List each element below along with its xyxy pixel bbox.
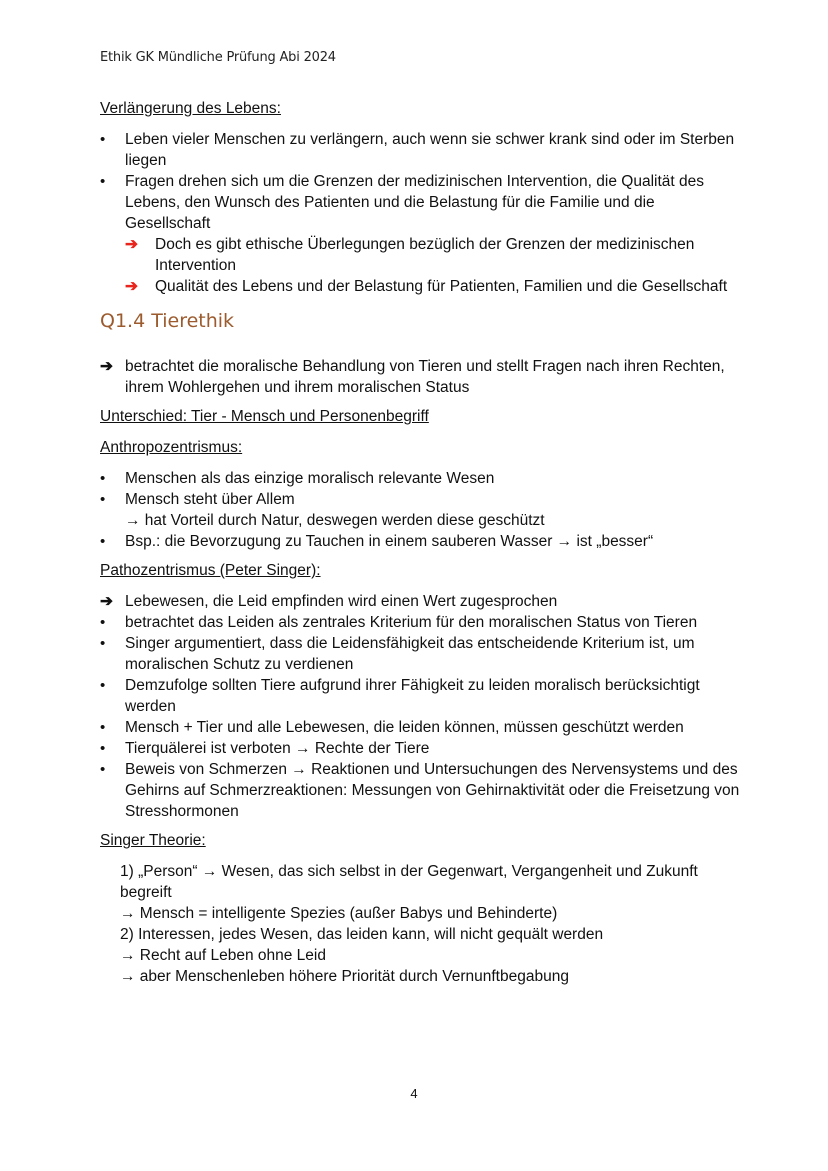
list-item: • Mensch + Tier und alle Lebewesen, die leiden können, müssen geschützt werden <box>100 717 740 738</box>
subheading-unterschied: Unterschied: Tier - Mensch und Personenbegriff <box>100 408 429 425</box>
subheading-pathozentrismus: Pathozentrismus (Peter Singer): <box>100 562 321 579</box>
bullet-icon <box>100 633 120 654</box>
bullet-icon <box>100 531 120 552</box>
list-item: • betrachtet das Leiden als zentrales Kriterium für den moralischen Status von Tieren <box>100 612 740 633</box>
list-item: • Bsp.: die Bevorzugung zu Tauchen in einem sauberen Wasser → ist „besser“ <box>100 531 740 552</box>
theory-line: → aber Menschenleben höhere Priorität durch Vernunftbegabung <box>120 968 569 985</box>
pathozentrismus-list <box>100 591 740 822</box>
bullet-icon <box>100 489 120 510</box>
document-body <box>100 98 740 987</box>
red-arrow-icon: ➔ <box>125 278 138 295</box>
subheading-anthropozentrismus: Anthropozentrismus: <box>100 439 243 456</box>
page-header: Ethik GK Mündliche Prüfung Abi 2024 <box>100 50 336 65</box>
bullet-icon <box>100 468 120 489</box>
section-heading-tierethik: Q1.4 Tierethik <box>100 310 235 332</box>
list-item: • Singer argumentiert, dass die Leidensfähigkeit das entscheidende Kriterium ist, um moralischen Schutz zu verdienen <box>100 633 740 675</box>
bullet-icon <box>100 738 120 759</box>
arrow-icon: ➔ <box>100 593 113 610</box>
list-item: ➔ Lebewesen, die Leid empfinden wird einen Wert zugesprochen <box>100 593 558 610</box>
theory-line: → Mensch = intelligente Spezies (außer Babys und Behinderte) <box>120 905 558 922</box>
subheading-singer: Singer Theorie: <box>100 832 206 849</box>
tierethik-intro <box>100 356 740 398</box>
singer-theory-block <box>100 861 740 987</box>
bullet-icon <box>100 759 120 780</box>
theory-line: 2) Interessen, jedes Wesen, das leiden kann, will nicht gequält werden <box>120 926 604 943</box>
list-item: • Tierquälerei ist verboten → Rechte der Tiere <box>100 738 740 759</box>
bullet-icon <box>100 717 120 738</box>
red-arrow-icon: ➔ <box>125 236 138 253</box>
list-item: • Beweis von Schmerzen → Reaktionen und Untersuchungen des Nervensystems und des Gehirns auf Schmerzreaktionen: Messungen von Gehirnaktivität oder die Freisetzung von Stresshormonen <box>100 759 740 822</box>
list-item: • Leben vieler Menschen zu verlängern, auch wenn sie schwer krank sind oder im Sterben liegen <box>100 129 740 171</box>
arrow-icon: ➔ <box>100 358 113 375</box>
bullet-icon <box>100 171 120 192</box>
page-number: 4 <box>410 1086 418 1101</box>
list-item: • Fragen drehen sich um die Grenzen der medizinischen Intervention, die Qualität des Lebens, den Wunsch des Patienten und die Belastung für die Familie und die Gesellschaft ➔ Doch es gibt ethische Überlegungen bezüglich der Grenzen der medizinischen Intervention ➔ Qualität des Lebens und der Belastung für Patienten, Familien und die Gesellschaft <box>100 171 740 297</box>
list-item: • Menschen als das einzige moralisch relevante Wesen <box>100 468 740 489</box>
sub-item: ➔ Doch es gibt ethische Überlegungen bezüglich der Grenzen der medizinischen Intervention <box>125 236 695 274</box>
bullet-icon <box>100 129 120 150</box>
bullet-icon <box>100 612 120 633</box>
sub-item: ➔ Qualität des Lebens und der Belastung für Patienten, Familien und die Gesellschaft <box>125 278 728 295</box>
list-item: • Mensch steht über Allem → hat Vorteil durch Natur, deswegen werden diese geschützt <box>100 489 740 531</box>
anthropozentrismus-list <box>100 468 740 552</box>
list-item: ➔ betrachtet die moralische Behandlung von Tieren und stellt Fragen nach ihren Rechten, ihrem Wohlergehen und ihrem moralischen Status <box>100 358 725 396</box>
theory-line: → Recht auf Leben ohne Leid <box>120 947 326 964</box>
subheading-verlaengerung: Verlängerung des Lebens: <box>100 100 281 117</box>
verlaengerung-list <box>100 129 740 297</box>
theory-line: 1) „Person“ → Wesen, das sich selbst in der Gegenwart, Vergangenheit und Zukunft begreift <box>120 863 698 901</box>
bullet-icon <box>100 675 120 696</box>
list-item: • Demzufolge sollten Tiere aufgrund ihrer Fähigkeit zu leiden moralisch berücksichtigt werden <box>100 675 740 717</box>
